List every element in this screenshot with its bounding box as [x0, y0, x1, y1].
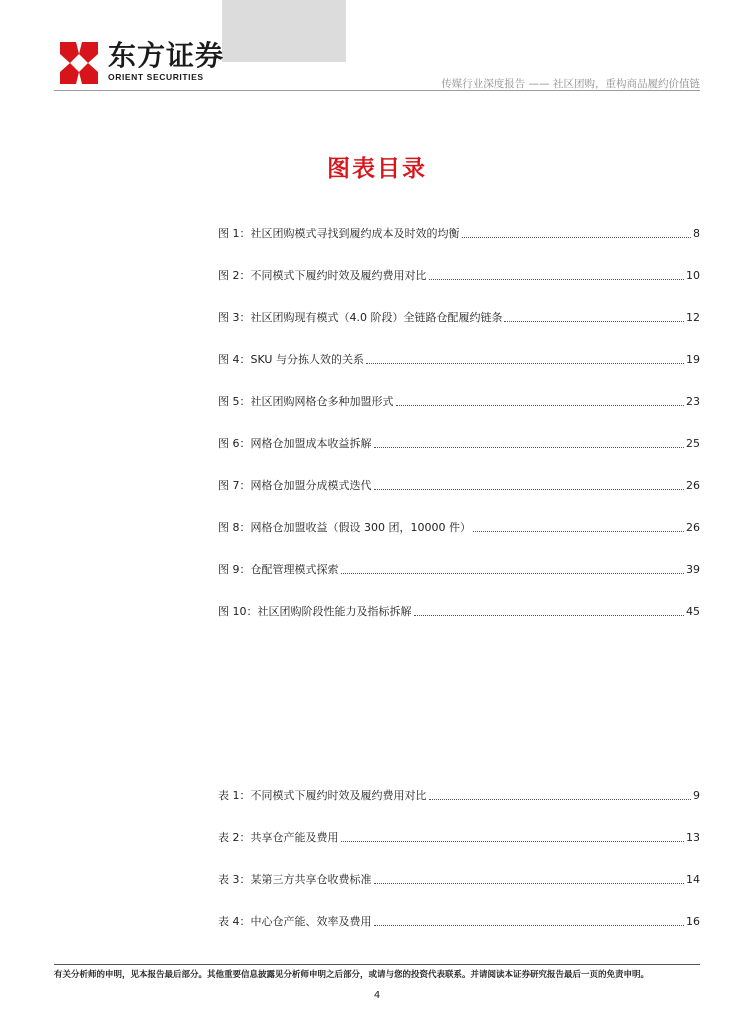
toc-entry-label: 图 7：网格仓加盟分成模式迭代	[218, 479, 372, 492]
toc-entry-page: 45	[686, 605, 700, 618]
toc-entry-figure-2[interactable]	[218, 267, 700, 283]
toc-entry-label: 表 4：中心仓产能、效率及费用	[218, 915, 372, 928]
toc-entry-page: 9	[693, 789, 700, 802]
toc-entry-table-3[interactable]	[218, 871, 700, 887]
logo-chinese-name: 东方证券	[108, 39, 225, 72]
toc-entry-figure-6[interactable]	[218, 435, 700, 451]
toc-dot-leader	[396, 404, 685, 406]
toc-entry-page: 10	[686, 269, 700, 282]
toc-entry-figure-8[interactable]	[218, 519, 700, 535]
toc-entry-label: 图 8：网格仓加盟收益（假设 300 团，10000 件）	[218, 521, 471, 534]
toc-entry-page: 13	[686, 831, 700, 844]
toc-entry-page: 8	[693, 227, 700, 240]
footer-disclaimer: 有关分析师的申明，见本报告最后部分。其他重要信息披露见分析师申明之后部分，或请与您的投资代表联系。并请阅读本证券研究报告最后一页的免责申明。	[54, 970, 650, 980]
toc-entry-figure-9[interactable]	[218, 561, 700, 577]
toc-entry-label: 表 1：不同模式下履约时效及履约费用对比	[218, 789, 427, 802]
toc-dot-leader	[366, 362, 684, 364]
toc-dot-leader	[414, 614, 685, 616]
toc-dot-leader	[374, 488, 685, 490]
toc-entry-figure-4[interactable]	[218, 351, 700, 367]
toc-entry-label: 图 1：社区团购模式寻找到履约成本及时效的均衡	[218, 227, 460, 240]
toc-entry-figure-10[interactable]	[218, 603, 700, 619]
header-divider	[54, 90, 700, 91]
toc-entry-label: 图 10：社区团购阶段性能力及指标拆解	[218, 605, 412, 618]
orient-securities-logo-icon	[56, 40, 102, 86]
toc-entry-page: 26	[686, 479, 700, 492]
toc-entry-label: 表 3：某第三方共享仓收费标准	[218, 873, 372, 886]
toc-dot-leader	[473, 530, 684, 532]
report-title: 传媒行业深度报告 —— 社区团购，重构商品履约价值链	[441, 78, 700, 90]
toc-dot-leader	[374, 924, 685, 926]
toc-entry-table-2[interactable]	[218, 829, 700, 845]
toc-entry-table-1[interactable]	[218, 787, 700, 803]
page-number: 4	[373, 990, 381, 1001]
toc-entry-label: 图 9：仓配管理模式探索	[218, 563, 339, 576]
toc-entry-page: 25	[686, 437, 700, 450]
toc-entry-figure-3[interactable]	[218, 309, 700, 325]
toc-dot-leader	[341, 572, 685, 574]
toc-entry-figure-7[interactable]	[218, 477, 700, 493]
toc-entry-page: 12	[686, 311, 700, 324]
toc-entry-label: 图 2：不同模式下履约时效及履约费用对比	[218, 269, 427, 282]
toc-entry-page: 39	[686, 563, 700, 576]
toc-dot-leader	[374, 882, 685, 884]
header-grey-tab	[222, 0, 346, 62]
toc-entry-label: 图 3：社区团购现有模式（4.0 阶段）全链路仓配履约链条	[218, 311, 503, 324]
toc-entry-page: 19	[686, 353, 700, 366]
toc-entry-figure-5[interactable]	[218, 393, 700, 409]
toc-dot-leader	[429, 278, 685, 280]
toc-dot-leader	[462, 236, 692, 238]
toc-dot-leader	[374, 446, 685, 448]
footer-divider	[54, 964, 700, 965]
toc-entry-page: 23	[686, 395, 700, 408]
company-logo	[56, 39, 225, 86]
toc-entry-page: 14	[686, 873, 700, 886]
toc-entry-label: 图 4：SKU 与分拣人效的关系	[218, 353, 364, 366]
toc-entry-figure-1[interactable]	[218, 225, 700, 241]
toc-entry-label: 图 6：网格仓加盟成本收益拆解	[218, 437, 372, 450]
toc-entry-label: 图 5：社区团购网格仓多种加盟形式	[218, 395, 394, 408]
toc-entry-page: 26	[686, 521, 700, 534]
toc-dot-leader	[341, 840, 685, 842]
toc-dot-leader	[429, 798, 692, 800]
logo-english-name: ORIENT SECURITIES	[108, 72, 204, 82]
toc-dot-leader	[504, 320, 684, 322]
toc-entry-table-4[interactable]	[218, 913, 700, 929]
toc-title: 图表目录	[327, 156, 427, 182]
toc-entry-label: 表 2：共享仓产能及费用	[218, 831, 339, 844]
toc-entry-page: 16	[686, 915, 700, 928]
